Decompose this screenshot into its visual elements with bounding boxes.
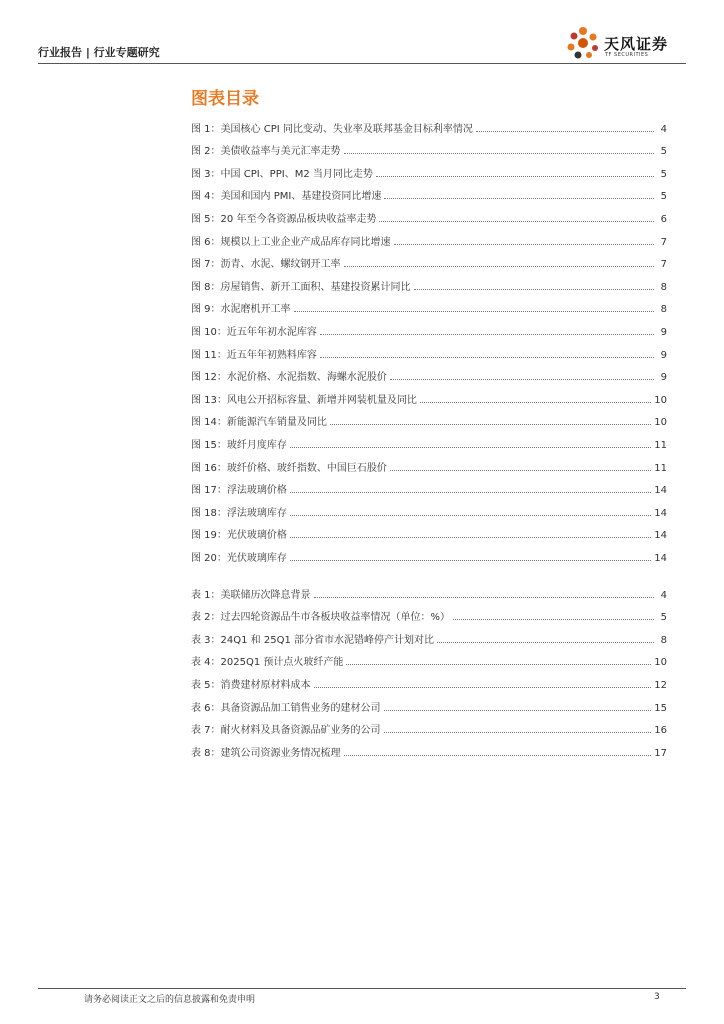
- page-number: 3: [654, 992, 660, 1002]
- figure-toc-label: 图 6：规模以上工业企业产成品库存同比增速: [191, 236, 391, 248]
- figure-toc-page: 10: [654, 394, 667, 406]
- table-toc-entry[interactable]: [191, 578, 667, 601]
- dot-leader: [453, 619, 654, 620]
- table-toc-label: 表 6：具备资源品加工销售业务的建材公司: [191, 702, 381, 714]
- dot-leader: [414, 289, 654, 290]
- figure-toc-list: [191, 112, 667, 564]
- logo-text: 天风证券: [604, 35, 669, 53]
- figure-toc-entry[interactable]: [191, 202, 667, 225]
- figure-toc-entry[interactable]: [191, 541, 667, 564]
- figure-toc-entry[interactable]: [191, 519, 667, 542]
- dot-leader: [344, 266, 654, 267]
- table-toc-label: 表 5：消费建材原材料成本: [191, 679, 311, 691]
- table-toc-page: 15: [654, 702, 667, 714]
- figure-toc-label: 图 1：美国核心 CPI 同比变动、失业率及联邦基金目标利率情况: [191, 123, 473, 135]
- figure-toc-label: 图 4：美国和国内 PMI、基建投资同比增速: [191, 191, 382, 203]
- figure-toc-page: 14: [654, 485, 667, 497]
- table-toc-page: 17: [654, 747, 667, 759]
- figure-toc-page: 7: [660, 236, 667, 248]
- table-toc-entry[interactable]: [191, 668, 667, 691]
- figure-toc-entry[interactable]: [191, 112, 667, 135]
- dot-leader: [330, 424, 651, 425]
- figure-toc-label: 图 20：光伏玻璃库存: [191, 552, 287, 564]
- figure-toc-entry[interactable]: [191, 383, 667, 406]
- dot-leader: [344, 153, 654, 154]
- figure-toc-label: 图 10：近五年年初水泥库容: [191, 326, 317, 338]
- figure-toc-label: 图 2：美债收益率与美元汇率走势: [191, 146, 341, 158]
- figure-toc-page: 6: [660, 213, 667, 225]
- table-toc-page: 12: [654, 679, 667, 691]
- table-toc-entry[interactable]: [191, 646, 667, 669]
- footer-disclaimer: 请务必阅读正文之后的信息披露和免责申明: [84, 995, 256, 1005]
- table-toc-entry[interactable]: [191, 691, 667, 714]
- figure-toc-page: 5: [660, 168, 667, 180]
- table-toc-page: 8: [660, 634, 667, 646]
- figure-toc-entry[interactable]: [191, 270, 667, 293]
- dot-leader: [376, 176, 654, 177]
- dot-leader: [394, 244, 654, 245]
- figure-toc-entry[interactable]: [191, 496, 667, 519]
- figure-toc-label: 图 12：水泥价格、水泥指数、海螺水泥股价: [191, 372, 387, 384]
- dot-leader: [290, 492, 651, 493]
- dot-leader: [379, 221, 654, 222]
- figure-toc-label: 图 18：浮法玻璃库存: [191, 507, 287, 519]
- page-header: [0, 0, 724, 72]
- figure-toc-entry[interactable]: [191, 157, 667, 180]
- figure-toc-page: 14: [654, 530, 667, 542]
- dot-leader: [390, 470, 651, 471]
- figure-toc-label: 图 13：风电公开招标容量、新增并网装机量及同比: [191, 394, 417, 406]
- dot-leader: [384, 710, 652, 711]
- figure-toc-label: 图 19：光伏玻璃价格: [191, 530, 287, 542]
- figure-toc-page: 8: [660, 281, 667, 293]
- figure-toc-label: 图 9：水泥磨机开工率: [191, 304, 291, 316]
- figure-toc-page: 5: [660, 146, 667, 158]
- figure-toc-entry[interactable]: [191, 248, 667, 271]
- dot-leader: [384, 198, 654, 199]
- flower-logo-icon: [566, 26, 602, 60]
- table-toc-list: [191, 578, 667, 759]
- report-breadcrumb: 行业报告 | 行业专题研究: [38, 46, 160, 59]
- table-toc-entry[interactable]: [191, 623, 667, 646]
- dot-leader: [384, 732, 652, 733]
- figure-toc-label: 图 14：新能源汽车销量及同比: [191, 417, 327, 429]
- figure-toc-page: 14: [654, 507, 667, 519]
- figure-toc-page: 9: [660, 349, 667, 361]
- figure-toc-label: 图 17：浮法玻璃价格: [191, 485, 287, 497]
- table-toc-label: 表 4：2025Q1 预计点火玻纤产能: [191, 657, 344, 669]
- dot-leader: [290, 515, 651, 516]
- figure-toc-page: 11: [654, 439, 667, 451]
- figure-toc-page: 4: [660, 123, 667, 135]
- figure-toc-label: 图 15：玻纤月度库存: [191, 439, 287, 451]
- logo-subtext: TF SECURITIES: [605, 52, 649, 58]
- table-toc-entry[interactable]: [191, 736, 667, 759]
- table-toc-label: 表 8：建筑公司资源业务情况梳理: [191, 747, 341, 759]
- table-toc-label: 表 1：美联储历次降息背景: [191, 589, 311, 601]
- header-divider: [38, 63, 686, 64]
- figure-toc-entry[interactable]: [191, 315, 667, 338]
- dot-leader: [390, 379, 654, 380]
- dot-leader: [420, 402, 651, 403]
- figure-toc-entry[interactable]: [191, 474, 667, 497]
- toc-title: 图表目录: [191, 89, 259, 109]
- figure-toc-page: 9: [660, 372, 667, 384]
- table-toc-label: 表 3：24Q1 和 25Q1 部分省市水泥错峰停产计划对比: [191, 634, 434, 646]
- dot-leader: [314, 687, 652, 688]
- dot-leader: [294, 311, 654, 312]
- dot-leader: [320, 357, 654, 358]
- figure-toc-entry[interactable]: [191, 451, 667, 474]
- figure-toc-page: 9: [660, 326, 667, 338]
- dot-leader: [290, 447, 651, 448]
- figure-toc-entry[interactable]: [191, 428, 667, 451]
- figure-toc-page: 7: [660, 259, 667, 271]
- table-toc-page: 10: [654, 657, 667, 669]
- figure-toc-page: 8: [660, 304, 667, 316]
- dot-leader: [290, 537, 651, 538]
- figure-toc-page: 5: [660, 191, 667, 203]
- figure-toc-page: 14: [654, 552, 667, 564]
- figure-toc-label: 图 8：房屋销售、新开工面积、基建投资累计同比: [191, 281, 411, 293]
- figure-toc-label: 图 16：玻纤价格、玻纤指数、中国巨石股价: [191, 462, 387, 474]
- table-toc-page: 16: [654, 725, 667, 737]
- dot-leader: [290, 560, 651, 561]
- figure-toc-label: 图 3：中国 CPI、PPI、M2 当月同比走势: [191, 168, 373, 180]
- figure-toc-entry[interactable]: [191, 338, 667, 361]
- figure-toc-label: 图 11：近五年年初熟料库容: [191, 349, 317, 361]
- brand-logo: [566, 26, 686, 62]
- figure-toc-entry[interactable]: [191, 135, 667, 158]
- figure-toc-page: 11: [654, 462, 667, 474]
- dot-leader: [314, 597, 654, 598]
- figure-toc-page: 10: [654, 417, 667, 429]
- table-toc-label: 表 7：耐火材料及具备资源品矿业务的公司: [191, 725, 381, 737]
- figure-toc-entry[interactable]: [191, 293, 667, 316]
- table-toc-label: 表 2：过去四轮资源品牛市各板块收益率情况（单位：%）: [191, 612, 451, 624]
- figure-toc-entry[interactable]: [191, 406, 667, 429]
- table-toc-entry[interactable]: [191, 601, 667, 624]
- table-toc-page: 4: [660, 589, 667, 601]
- dot-leader: [346, 664, 651, 665]
- figure-toc-label: 图 7：沥青、水泥、螺纹钢开工率: [191, 259, 341, 271]
- table-toc-page: 5: [660, 612, 667, 624]
- figure-toc-label: 图 5：20 年至今各资源品板块收益率走势: [191, 213, 377, 225]
- table-toc-entry[interactable]: [191, 714, 667, 737]
- dot-leader: [437, 642, 654, 643]
- dot-leader: [344, 755, 652, 756]
- dot-leader: [476, 131, 654, 132]
- figure-toc-entry[interactable]: [191, 361, 667, 384]
- figure-toc-entry[interactable]: [191, 180, 667, 203]
- footer-divider: [38, 988, 686, 989]
- figure-toc-entry[interactable]: [191, 225, 667, 248]
- dot-leader: [320, 334, 654, 335]
